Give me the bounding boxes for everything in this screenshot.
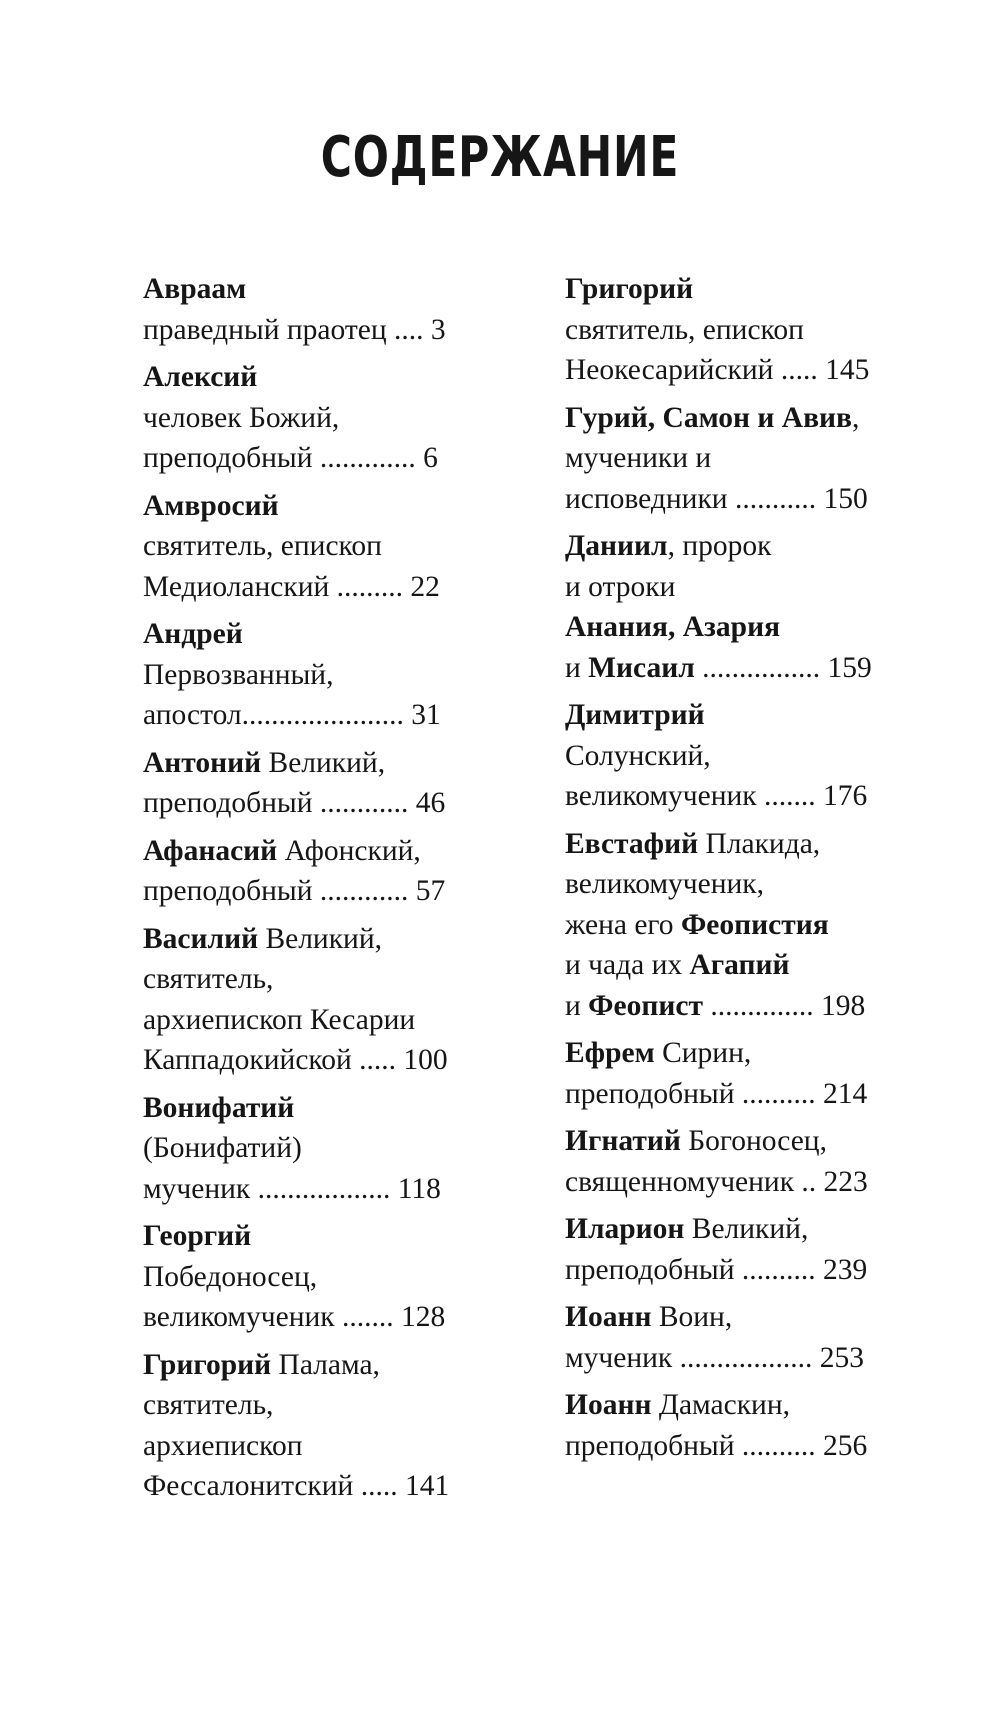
- toc-line: [565, 1121, 925, 1162]
- toc-entry: [143, 269, 508, 350]
- toc-line-text: исповедники ........... 150: [565, 482, 868, 515]
- toc-line: [565, 986, 925, 1027]
- toc-line-text: преподобный ............. 6: [143, 442, 438, 474]
- toc-line-text: Великий,: [684, 1213, 809, 1245]
- toc-line-text: ................ 159: [694, 651, 872, 684]
- toc-line: [565, 648, 925, 689]
- toc-line: [143, 486, 508, 527]
- toc-line: [565, 1426, 925, 1467]
- toc-entry: [143, 357, 508, 479]
- toc-line: [143, 871, 508, 912]
- toc-line: [143, 1426, 508, 1467]
- toc-line-text: преподобный ............ 57: [143, 875, 446, 907]
- toc-entry-name: Иоанн: [565, 1301, 652, 1333]
- toc-line: [565, 310, 925, 351]
- toc-line-text: Дамаскин,: [651, 1389, 790, 1421]
- toc-entry-name: Василий: [143, 922, 259, 955]
- toc-line: [143, 1466, 508, 1507]
- toc-line: [143, 438, 508, 479]
- toc-line: [143, 269, 508, 310]
- toc-line: [143, 743, 508, 784]
- toc-line-text: преподобный .......... 239: [565, 1253, 868, 1286]
- toc-entry-name: Агапий: [689, 949, 790, 981]
- toc-line-text: Великий,: [258, 922, 382, 955]
- toc-line-text: святитель, епископ: [143, 530, 382, 562]
- toc-entry-name: Анания, Азария: [565, 611, 781, 643]
- toc-entry-name: Григорий: [143, 1348, 272, 1381]
- toc-line: [143, 1088, 508, 1129]
- toc-line: [143, 1040, 508, 1081]
- toc-entry: [565, 1121, 925, 1202]
- toc-entry-name: Амвросий: [143, 489, 279, 522]
- toc-line-text: Неокесарийский ..... 145: [565, 354, 870, 386]
- toc-line: [143, 695, 508, 736]
- toc-line: [565, 776, 925, 817]
- toc-line: [143, 655, 508, 696]
- toc-line-text: архиепископ: [143, 1429, 303, 1462]
- toc-line-text: мученик .................. 253: [565, 1341, 865, 1374]
- toc-line: [565, 438, 925, 479]
- toc-line-text: Сирин,: [654, 1037, 752, 1069]
- toc-line: [143, 919, 508, 960]
- toc-line: [143, 1216, 508, 1257]
- toc-line: [565, 1033, 925, 1074]
- toc-line: [143, 831, 508, 872]
- toc-line: [565, 1297, 925, 1338]
- toc-line: [565, 1250, 925, 1291]
- toc-line-prefix: и: [565, 651, 589, 684]
- toc-entry: [143, 1088, 508, 1210]
- toc-line-text: архиепископ Кесарии: [143, 1003, 416, 1036]
- toc-line-text: Афонский,: [277, 834, 421, 867]
- toc-line: [143, 567, 508, 608]
- toc-line-text: .............. 198: [702, 989, 866, 1022]
- toc-entry-name: Феопистия: [680, 908, 829, 941]
- toc-line-text: , пророк: [667, 530, 772, 562]
- toc-line-prefix: и: [565, 989, 589, 1022]
- toc-line-text: Плакида,: [698, 827, 821, 860]
- toc-entry: [565, 1033, 925, 1114]
- toc-entry: [565, 1297, 925, 1378]
- toc-entry: [565, 398, 925, 520]
- toc-line: [143, 1297, 508, 1338]
- toc-line-text: преподобный ............ 46: [143, 787, 446, 819]
- toc-line-text: великомученик ....... 176: [565, 780, 868, 812]
- toc-entry-name: Иларион: [565, 1213, 685, 1245]
- toc-line: [565, 1162, 925, 1203]
- toc-entry: [143, 1345, 508, 1507]
- toc-line: [565, 350, 925, 391]
- toc-line-text: Фессалонитский ..... 141: [143, 1470, 450, 1502]
- toc-line-text: Воин,: [651, 1301, 733, 1333]
- toc-line: [565, 695, 925, 736]
- toc-line-text: Первозванный,: [143, 658, 334, 691]
- toc-line: [143, 959, 508, 1000]
- toc-entry-name: Мисаил: [588, 651, 695, 684]
- toc-entry-name: Иоанн: [565, 1389, 652, 1421]
- toc-line-text: праведный праотец .... 3: [143, 313, 446, 346]
- toc-line-text: Победоносец,: [143, 1260, 318, 1293]
- toc-entry: [565, 1385, 925, 1466]
- toc-line: [565, 864, 925, 905]
- toc-line-text: великомученик ....... 128: [143, 1301, 446, 1333]
- toc-line-text: человек Божий,: [143, 401, 340, 434]
- toc-line: [565, 479, 925, 520]
- toc-entry-name: Феопист: [588, 989, 703, 1022]
- toc-entry-name: Антоний: [143, 746, 262, 779]
- toc-line: [143, 614, 508, 655]
- toc-entry-name: Афанасий: [143, 834, 278, 867]
- toc-entry-name: Евстафий: [565, 827, 699, 860]
- toc-line-text: Каппадокийской ..... 100: [143, 1044, 448, 1076]
- toc-line-text: великомученик,: [565, 868, 765, 900]
- toc-line: [143, 398, 508, 439]
- toc-line-text: мученик .................. 118: [143, 1172, 441, 1205]
- toc-entry: [565, 526, 925, 688]
- toc-line-text: ,: [851, 401, 860, 434]
- toc-entry: [143, 1216, 508, 1338]
- toc-line: [143, 1345, 508, 1386]
- toc-entry-name: Даниил: [565, 530, 668, 562]
- toc-line: [565, 824, 925, 865]
- page-title: СОДЕРЖАНИЕ: [320, 125, 680, 190]
- toc-line-text: преподобный .......... 214: [565, 1077, 868, 1110]
- toc-line: [143, 1000, 508, 1041]
- toc-entry-name: Вонифатий: [143, 1091, 295, 1124]
- toc-line-text: мученики и: [565, 442, 712, 474]
- toc-entry-name: Ефрем: [565, 1037, 655, 1069]
- toc-line: [143, 526, 508, 567]
- toc-line-text: преподобный .......... 256: [565, 1429, 868, 1462]
- toc-line: [565, 1074, 925, 1115]
- toc-line: [143, 357, 508, 398]
- toc-line-prefix: и чада их: [565, 949, 690, 981]
- toc-line: [143, 1385, 508, 1426]
- toc-line: [565, 905, 925, 946]
- toc-entry-name: Григорий: [565, 273, 694, 305]
- toc-entry-name: Георгий: [143, 1220, 252, 1252]
- toc-line: [143, 1169, 508, 1210]
- toc-line-text: и отроки: [565, 570, 676, 603]
- toc-line-text: (Бонифатий): [143, 1132, 302, 1164]
- toc-line: [565, 1338, 925, 1379]
- toc-line: [565, 526, 925, 567]
- toc-line-text: Великий,: [261, 746, 386, 779]
- toc-line-text: Солунский,: [565, 739, 711, 772]
- toc-line: [143, 1128, 508, 1169]
- toc-line-text: святитель,: [143, 1389, 274, 1421]
- toc-line: [565, 736, 925, 777]
- toc-entry-name: Андрей: [143, 618, 243, 650]
- toc-line: [565, 945, 925, 986]
- toc-line: [565, 1385, 925, 1426]
- toc-entry-name: Алексий: [143, 361, 258, 393]
- toc-line: [565, 567, 925, 608]
- toc-entry: [143, 614, 508, 736]
- toc-entry-name: Игнатий: [565, 1125, 681, 1157]
- toc-entry: [143, 486, 508, 608]
- toc-entry-name: Димитрий: [565, 699, 705, 731]
- toc-line-text: святитель, епископ: [565, 313, 804, 346]
- toc-entry: [143, 831, 508, 912]
- toc-entry-name: Гурий, Самон и Авив: [565, 401, 852, 434]
- toc-line-text: Палама,: [271, 1348, 380, 1381]
- toc-line: [143, 783, 508, 824]
- toc-line: [565, 607, 925, 648]
- toc-entry: [565, 1209, 925, 1290]
- toc-line: [143, 1257, 508, 1298]
- toc-left-column: [143, 269, 508, 1514]
- toc-entry: [565, 695, 925, 817]
- toc-line: [565, 1209, 925, 1250]
- toc-line: [143, 310, 508, 351]
- toc-entry: [565, 824, 925, 1027]
- toc-line-text: апостол...................... 31: [143, 699, 441, 731]
- toc-line-text: священномученик .. 223: [565, 1165, 868, 1198]
- toc-entry: [143, 919, 508, 1081]
- toc-line-text: Богоносец,: [680, 1125, 827, 1157]
- toc-line: [565, 269, 925, 310]
- toc-entry: [143, 743, 508, 824]
- toc-line: [565, 398, 925, 439]
- toc-line-text: святитель,: [143, 963, 274, 995]
- toc-line-prefix: жена его: [565, 908, 681, 941]
- toc-entry: [565, 269, 925, 391]
- toc-line-text: Медиоланский ......... 22: [143, 570, 440, 603]
- toc-right-column: [565, 269, 925, 1473]
- toc-entry-name: Авраам: [143, 273, 247, 305]
